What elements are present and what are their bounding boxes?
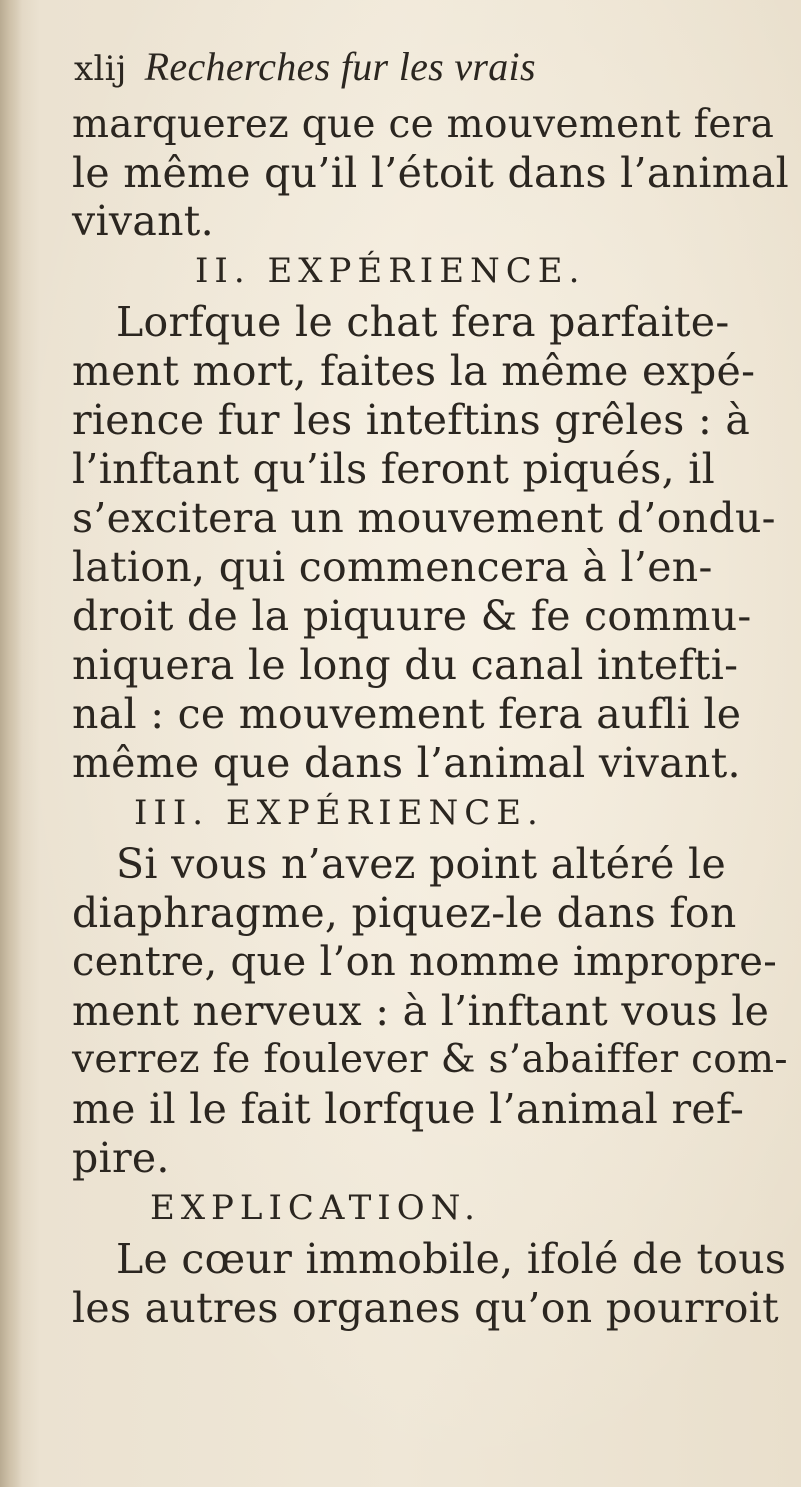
section-heading: II. EXPÉRIENCE.: [195, 251, 586, 291]
text-line: verrez fe foulever & s’abaiffer com-: [72, 1037, 788, 1082]
text-line: me il le fait lorfque l’animal ref-: [72, 1085, 745, 1133]
text-line: Lorfque le chat fera parfaite-: [116, 298, 730, 346]
text-line: droit de la piquure & fe commu-: [72, 592, 752, 640]
section-heading: III. EXPÉRIENCE.: [134, 793, 544, 833]
text-line: s’excitera un mouvement d’ondu-: [72, 494, 776, 542]
text-line: le même qu’il l’étoit dans l’animal: [72, 149, 790, 197]
text-line: ment mort, faites la même expé-: [72, 347, 756, 395]
text-line: ment nerveux : à l’inftant vous le: [72, 987, 770, 1035]
text-line: vivant.: [72, 197, 214, 245]
text-line: lation, qui commencera à l’en-: [72, 543, 713, 591]
text-line: marquerez que ce mouvement fera: [72, 102, 775, 147]
text-line: diaphragme, piquez-le dans fon: [72, 889, 737, 937]
text-line: pire.: [72, 1134, 170, 1182]
running-header: [74, 42, 536, 94]
text-line: nal : ce mouvement fera aufli le: [72, 690, 742, 738]
text-line: centre, que l’on nomme impropre-: [72, 939, 778, 985]
page-number: xlij: [74, 49, 127, 89]
section-heading: EXPLICATION.: [150, 1188, 481, 1228]
running-title: Recherches fur les vrais: [144, 44, 536, 89]
text-line: même que dans l’animal vivant.: [72, 739, 741, 787]
text-line: l’inftant qu’ils feront piqués, il: [72, 445, 716, 493]
text-line: Le cœur immobile, ifolé de tous: [116, 1235, 787, 1283]
text-line: niquera le long du canal intefti-: [72, 641, 739, 689]
text-line: Si vous n’avez point altéré le: [116, 840, 727, 888]
text-line: rience fur les inteftins grêles : à: [72, 396, 751, 444]
text-line: les autres organes qu’on pourroit: [72, 1284, 779, 1332]
